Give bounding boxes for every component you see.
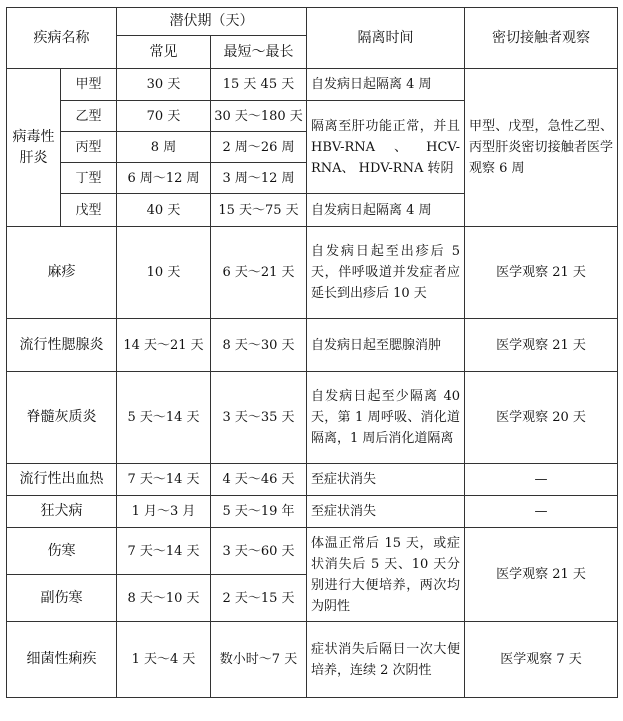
disease-name: 细菌性痢疾 xyxy=(7,622,117,698)
contact-observation: — xyxy=(465,464,618,496)
disease-name: 麻疹 xyxy=(7,227,117,319)
hepatitis-contact: 甲型、戊型，急性乙型、丙型肝炎密切接触者医学观察 6 周 xyxy=(465,69,618,227)
incubation-range: 6 天～21 天 xyxy=(211,227,307,319)
disease-name: 副伤寒 xyxy=(7,575,117,622)
incubation-common: 10 天 xyxy=(117,227,211,319)
header-contact: 密切接触者观察 xyxy=(465,8,618,69)
disease-name: 脊髓灰质炎 xyxy=(7,372,117,464)
disease-name: 伤寒 xyxy=(7,528,117,575)
header-common: 常见 xyxy=(117,36,211,69)
incubation-range: 8 天～30 天 xyxy=(211,319,307,372)
hepatitis-type: 甲型 xyxy=(61,69,117,101)
incubation-common: 7 天～14 天 xyxy=(117,528,211,575)
hepatitis-range: 15 天 45 天 xyxy=(211,69,307,101)
isolation-time: 症状消失后隔日一次大便培养，连续 2 次阴性 xyxy=(307,622,465,698)
hepatitis-common: 8 周 xyxy=(117,132,211,163)
incubation-common: 7 天～14 天 xyxy=(117,464,211,496)
contact-observation: — xyxy=(465,496,618,528)
isolation-time: 至症状消失 xyxy=(307,464,465,496)
hepatitis-e-isolation: 自发病日起隔离 4 周 xyxy=(307,194,465,227)
hepatitis-common: 6 周～12 周 xyxy=(117,163,211,194)
incubation-common: 1 天～4 天 xyxy=(117,622,211,698)
disease-name: 流行性腮腺炎 xyxy=(7,319,117,372)
header-range: 最短～最长 xyxy=(211,36,307,69)
hepatitis-a-isolation: 自发病日起隔离 4 周 xyxy=(307,69,465,101)
typhoid-contact: 医学观察 21 天 xyxy=(465,528,618,622)
contact-observation: 医学观察 21 天 xyxy=(465,227,618,319)
contact-observation: 医学观察 21 天 xyxy=(465,319,618,372)
incubation-range: 3 天～60 天 xyxy=(211,528,307,575)
hepatitis-range: 3 周～12 周 xyxy=(211,163,307,194)
incubation-common: 1 月～3 月 xyxy=(117,496,211,528)
hepatitis-type: 乙型 xyxy=(61,101,117,132)
incubation-range: 数小时～7 天 xyxy=(211,622,307,698)
hepatitis-common: 30 天 xyxy=(117,69,211,101)
hepatitis-type: 戊型 xyxy=(61,194,117,227)
hepatitis-bcd-isolation: 隔离至肝功能正常，并且 HBV-RNA、HCV-RNA、 HDV-RNA 转阴 xyxy=(307,101,465,194)
hepatitis-common: 40 天 xyxy=(117,194,211,227)
typhoid-isolation: 体温正常后 15 天，或症状消失后 5 天、10 天分别进行大便培养，两次均为阴性 xyxy=(307,528,465,622)
hepatitis-range: 15 天～75 天 xyxy=(211,194,307,227)
header-disease-name: 疾病名称 xyxy=(7,8,117,69)
incubation-range: 3 天～35 天 xyxy=(211,372,307,464)
disease-name: 狂犬病 xyxy=(7,496,117,528)
disease-table xyxy=(6,7,618,698)
contact-observation: 医学观察 7 天 xyxy=(465,622,618,698)
hepatitis-type: 丙型 xyxy=(61,132,117,163)
contact-observation: 医学观察 20 天 xyxy=(465,372,618,464)
incubation-common: 5 天～14 天 xyxy=(117,372,211,464)
hepatitis-range: 2 周～26 周 xyxy=(211,132,307,163)
hepatitis-range: 30 天～180 天 xyxy=(211,101,307,132)
disease-name: 流行性出血热 xyxy=(7,464,117,496)
incubation-range: 2 天～15 天 xyxy=(211,575,307,622)
isolation-time: 自发病日起至少隔离 40 天，第 1 周呼吸、消化道隔离，1 周后消化道隔离 xyxy=(307,372,465,464)
header-isolation: 隔离时间 xyxy=(307,8,465,69)
incubation-range: 5 天～19 年 xyxy=(211,496,307,528)
isolation-time: 至症状消失 xyxy=(307,496,465,528)
hepatitis-type: 丁型 xyxy=(61,163,117,194)
isolation-time: 自发病日起至腮腺消肿 xyxy=(307,319,465,372)
header-incubation: 潜伏期（天） xyxy=(117,8,307,36)
hepatitis-common: 70 天 xyxy=(117,101,211,132)
incubation-common: 8 天～10 天 xyxy=(117,575,211,622)
isolation-time: 自发病日起至出疹后 5 天，伴呼吸道并发症者应延长到出疹后 10 天 xyxy=(307,227,465,319)
incubation-range: 4 天～46 天 xyxy=(211,464,307,496)
incubation-common: 14 天～21 天 xyxy=(117,319,211,372)
hepatitis-group-label: 病毒性肝炎 xyxy=(7,69,61,227)
